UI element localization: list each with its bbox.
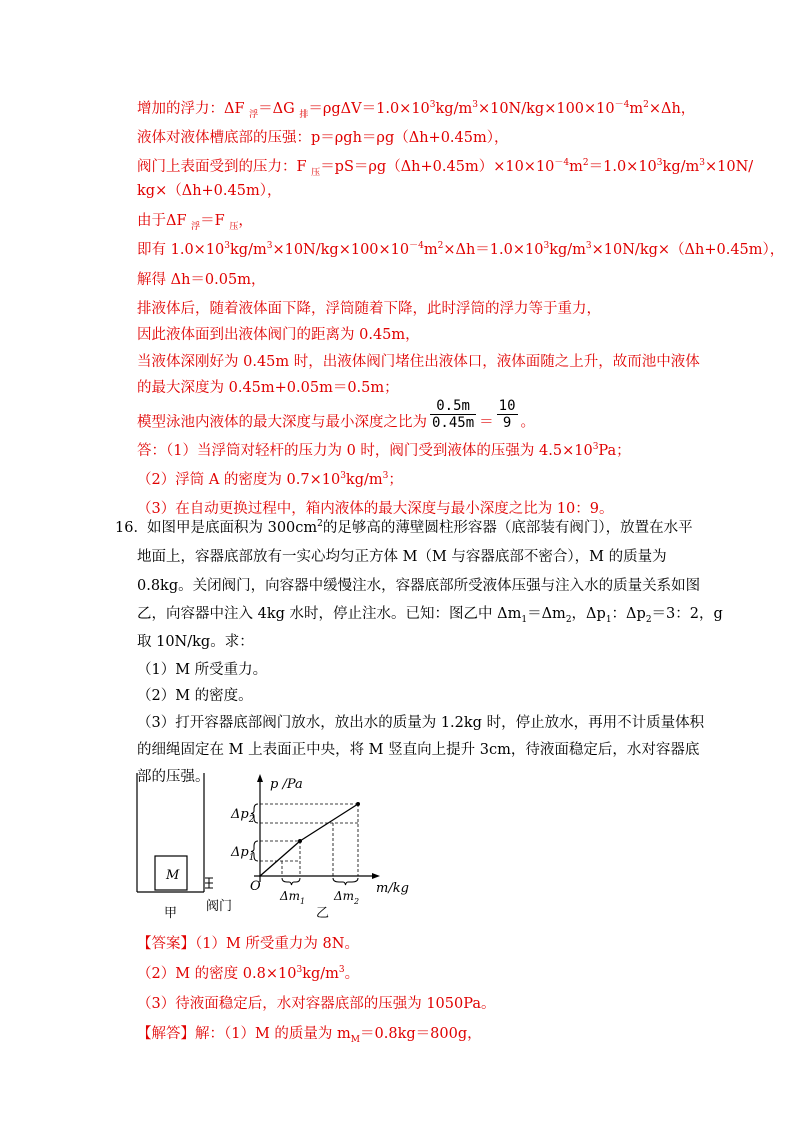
question-line-6 [137,660,267,680]
question-line-8-seg-1: （3）打开容器底部阀门放水，放出水的质量为 1.2kg 时，停止放水，再用不计质量体积 [137,715,705,731]
solution-line-5-seg-1: 由于ΔF [137,213,192,229]
solution-line-6-seg-6: －4 [409,241,424,252]
dp1-label: $\Delta p_1$ [231,845,255,863]
ratio-line [137,398,536,439]
question-line-10-seg-1: 部的压强。 [137,769,210,785]
solution-line-6-seg-7: m [423,242,438,258]
valve-icon [205,878,213,888]
solution-line-1-seg-7: kg/m [435,101,473,117]
solution-line-6-seg-4: 3 [266,241,273,252]
solution-line-3-seg-1: 阀门上表面受到的压力：F [137,159,312,175]
ratio-prefix: 模型泳池内液体的最大深度与最小深度之比为 [137,414,427,431]
solution-line-3-seg-2: 压 [311,167,321,178]
solution-line-1-seg-9: ×10N/kg×100×10 [477,101,615,117]
solution-line-2 [137,128,508,148]
origin-label: O [250,879,261,894]
question-line-7 [137,686,253,706]
question-line-1-seg-3: 的足够高的薄壁圆柱形容器（底部装有阀门），放置在水平 [322,520,693,536]
solution-line-6-seg-1: 即有 1.0×10 [137,242,225,258]
fraction-2-den: 9 [502,415,512,431]
solution-line-2-seg-1: 液体对液体槽底部的压强：p＝ρgh＝ρg（Δh+0.45m）， [137,130,509,146]
answer-line-2 [137,964,359,984]
answer-line-1-seg-1: 答：（1）当浮筒对轻杆的压力为 0 时，阀门受到液体的压强为 4.5×10 [137,443,593,459]
dm2-label: $\Delta m_2$ [334,889,360,906]
answer-line-3 [137,499,614,519]
solution-line-7 [137,270,265,290]
solution-line-1-seg-3: ＝ΔG [258,101,300,117]
answer-line-1-seg-2: 3 [592,442,599,453]
solution-line-9-seg-1: 因此液体面到出液体阀门的距离为 0.45m， [137,327,420,343]
solution-line-6-seg-2: 3 [224,241,231,252]
question-line-5 [137,632,254,652]
y-axis-arrow [257,774,263,782]
answer-line-1 [137,441,631,461]
answer-1: （1）M 所受重力为 8N。 [195,936,359,952]
question-line-1-seg-1: 如图甲是底面积为 300cm [147,520,318,536]
pressure-graph [230,774,409,921]
solution-line-3-seg-5: m [569,159,583,175]
answer-line-2-seg-3: kg/m [345,472,383,488]
question-line-4-seg-6: 1 [605,614,612,625]
question-line-4-seg-1: 乙，向容器中注入 4kg 水时，停止注水。已知：图乙中 Δm [137,606,522,622]
solution-line-1-seg-11: m [629,101,644,117]
solution-line-10 [137,352,700,372]
answer-2-end: 。 [344,966,360,982]
question-line-7-seg-1: （2）M 的密度。 [137,688,253,704]
solution-line-1-seg-10: －4 [614,100,630,111]
solution-line-6-seg-11: kg/m [549,242,586,258]
explain-sub: M [350,1034,361,1045]
explain-line [137,1024,482,1044]
question-line-4-seg-3: ＝Δm [527,606,566,622]
y-axis-label: p /Pa [270,777,303,792]
solution-line-1-seg-6: 3 [429,100,436,111]
question-line-4-seg-8: 2 [645,614,652,625]
answer-line-2-seg-5: ； [388,472,403,488]
solution-line-1-seg-13: ×Δh， [648,101,696,117]
solution-line-3-seg-11: ×10N/ [704,159,754,175]
answer-2-post: kg/m [302,966,339,982]
solution-line-3-seg-7: ＝1.0×10 [588,159,657,175]
solution-line-5-seg-2: 浮 [191,221,201,232]
question-number: 16． [115,520,148,536]
answer-line-2-seg-4: 3 [382,471,389,482]
question-line-3-seg-1: 0.8kg。关闭阀门，向容器中缓慢注水，容器底部所受液体压强与注入水的质量关系如图 [137,578,701,594]
container-diagram [137,773,232,921]
question-line-4-seg-2: 1 [521,614,528,625]
solution-line-3-seg-9: kg/m [662,159,700,175]
question-line-1-seg-2: 2 [317,519,323,530]
solution-line-3-seg-8: 3 [656,158,663,169]
dm1-brace [282,878,300,885]
guide-lines [260,804,358,876]
yi-label: 乙 [316,906,330,921]
solution-line-5-seg-3: ＝F [200,213,230,229]
solution-line-4 [137,181,281,201]
question-line-8 [137,713,704,733]
solution-line-6-seg-10: 3 [543,241,550,252]
dp2-label: $\Delta p_2$ [231,807,255,825]
solution-line-5-seg-5: ， [238,213,253,229]
x-axis-label: m/kg [376,881,409,896]
question-line-6-seg-1: （1）M 所受重力。 [137,662,268,678]
explain-post: ＝0.8kg＝800g， [360,1026,482,1042]
question-line-2 [137,547,667,567]
solution-line-6 [137,240,784,260]
solution-line-8-seg-1: 排液体后，随着液体面下降，浮筒随着下降，此时浮筒的浮力等于重力， [137,301,601,317]
solution-line-10-seg-1: 当液体深刚好为 0.45m 时，出液体阀门堵住出液体口，液体面随之上升，故而池中液体 [137,354,700,370]
solution-line-3-seg-4: －4 [554,158,570,169]
solution-line-6-seg-9: ×Δh＝1.0×10 [443,242,544,258]
answer-line-1-seg-3: Pa； [598,443,631,459]
fraction-2 [497,398,518,431]
ratio-suffix: 。 [520,414,536,431]
solution-line-11 [137,378,399,398]
solution-line-6-seg-3: kg/m [230,242,267,258]
fraction-1-den: 0.45m [432,415,475,431]
solution-line-6-seg-12: 3 [585,241,592,252]
solution-line-1-seg-2: 浮 [249,109,259,120]
block-label: M [166,868,180,883]
answer-2-pre: （2）M 的密度 0.8×10 [137,966,297,982]
solution-line-4-seg-1: kg×（Δh+0.45m）， [137,183,282,199]
solution-line-5 [137,211,253,231]
answer-2-sup: 3 [296,965,303,976]
solution-line-1-seg-8: 3 [472,100,478,111]
answer-tag: 【答案】 [137,936,195,952]
solution-line-6-seg-5: ×10N/kg×100×10 [272,242,410,258]
question-line-2-seg-1: 地面上，容器底部放有一实心均匀正方体 M（M 与容器底部不密合），M 的质量为 [137,549,667,565]
solution-line-11-seg-1: 的最大深度为 0.45m+0.05m＝0.5m； [137,380,399,396]
solution-line-8 [137,299,601,319]
explain-tag: 【解答】 [137,1026,195,1042]
answer-line-2-seg-1: （2）浮筒 A 的密度为 0.7×10 [137,472,341,488]
solution-line-5-seg-4: 压 [229,221,239,232]
answer-2-sup2: 3 [338,965,345,976]
solution-line-1-seg-4: 排 [299,109,309,120]
question-line-3 [137,576,700,596]
answer-line-3: （3）待液面稳定后，水对容器底部的压强为 1050Pa。 [137,996,496,1012]
question-line-1 [147,518,693,538]
jia-label: 甲 [164,906,178,921]
fraction-1-num: 0.5m [430,398,476,415]
solution-line-7-seg-1: 解得 Δh＝0.05m， [137,272,266,288]
dm1-label: $\Delta m_1$ [280,889,306,906]
answer-line-2 [137,470,403,490]
solution-line-3-seg-3: ＝pS＝ρg（Δh+0.45m）×10×10 [320,159,555,175]
x-axis-arrow [372,873,380,879]
solution-line-1 [137,99,695,119]
dm2-brace [333,878,358,885]
solution-line-3 [137,157,753,177]
question-line-5-seg-1: 取 10N/kg。求： [137,634,254,650]
question-line-4 [137,604,723,624]
figure [130,770,450,930]
ratio-equals: ＝ [479,414,494,431]
solution-line-3-seg-6: 2 [582,158,589,169]
solution-line-9 [137,325,420,345]
solution-line-1-seg-1: 增加的浮力：ΔF [137,101,250,117]
fraction-1 [430,398,476,431]
fraction-2-num: 10 [498,398,516,414]
graph-segment-1 [260,841,300,876]
solution-line-6-seg-8: 2 [437,241,444,252]
solution-line-1-seg-12: 2 [643,100,649,111]
solution-line-3-seg-10: 3 [699,158,705,169]
answer-line-3-seg-1: （3）在自动更换过程中，箱内液体的最大深度与最小深度之比为 10：9。 [137,501,614,517]
question-line-4-seg-7: ：Δp [611,606,646,622]
graph-segment-2 [300,804,358,841]
question-line-9 [137,740,699,760]
valve-label: 阀门 [206,899,233,914]
answer-line-2-seg-2: 3 [340,471,346,482]
question-line-9-seg-1: 的细绳固定在 M 上表面正中央，将 M 竖直向上提升 3cm，待液面稳定后，水对容器底 [137,742,700,758]
solution-line-1-seg-5: ＝ρgΔV＝1.0×10 [308,101,430,117]
question-line-4-seg-4: 2 [565,614,572,625]
solution-line-6-seg-13: ×10N/kg×（Δh+0.45m）， [591,242,785,258]
explain-pre: 解：（1）M 的质量为 m [195,1026,351,1042]
answer-line-1 [137,934,359,954]
question-line-4-seg-5: ，Δp [571,606,606,622]
question-line-4-seg-9: ＝3：2，g [651,606,723,622]
